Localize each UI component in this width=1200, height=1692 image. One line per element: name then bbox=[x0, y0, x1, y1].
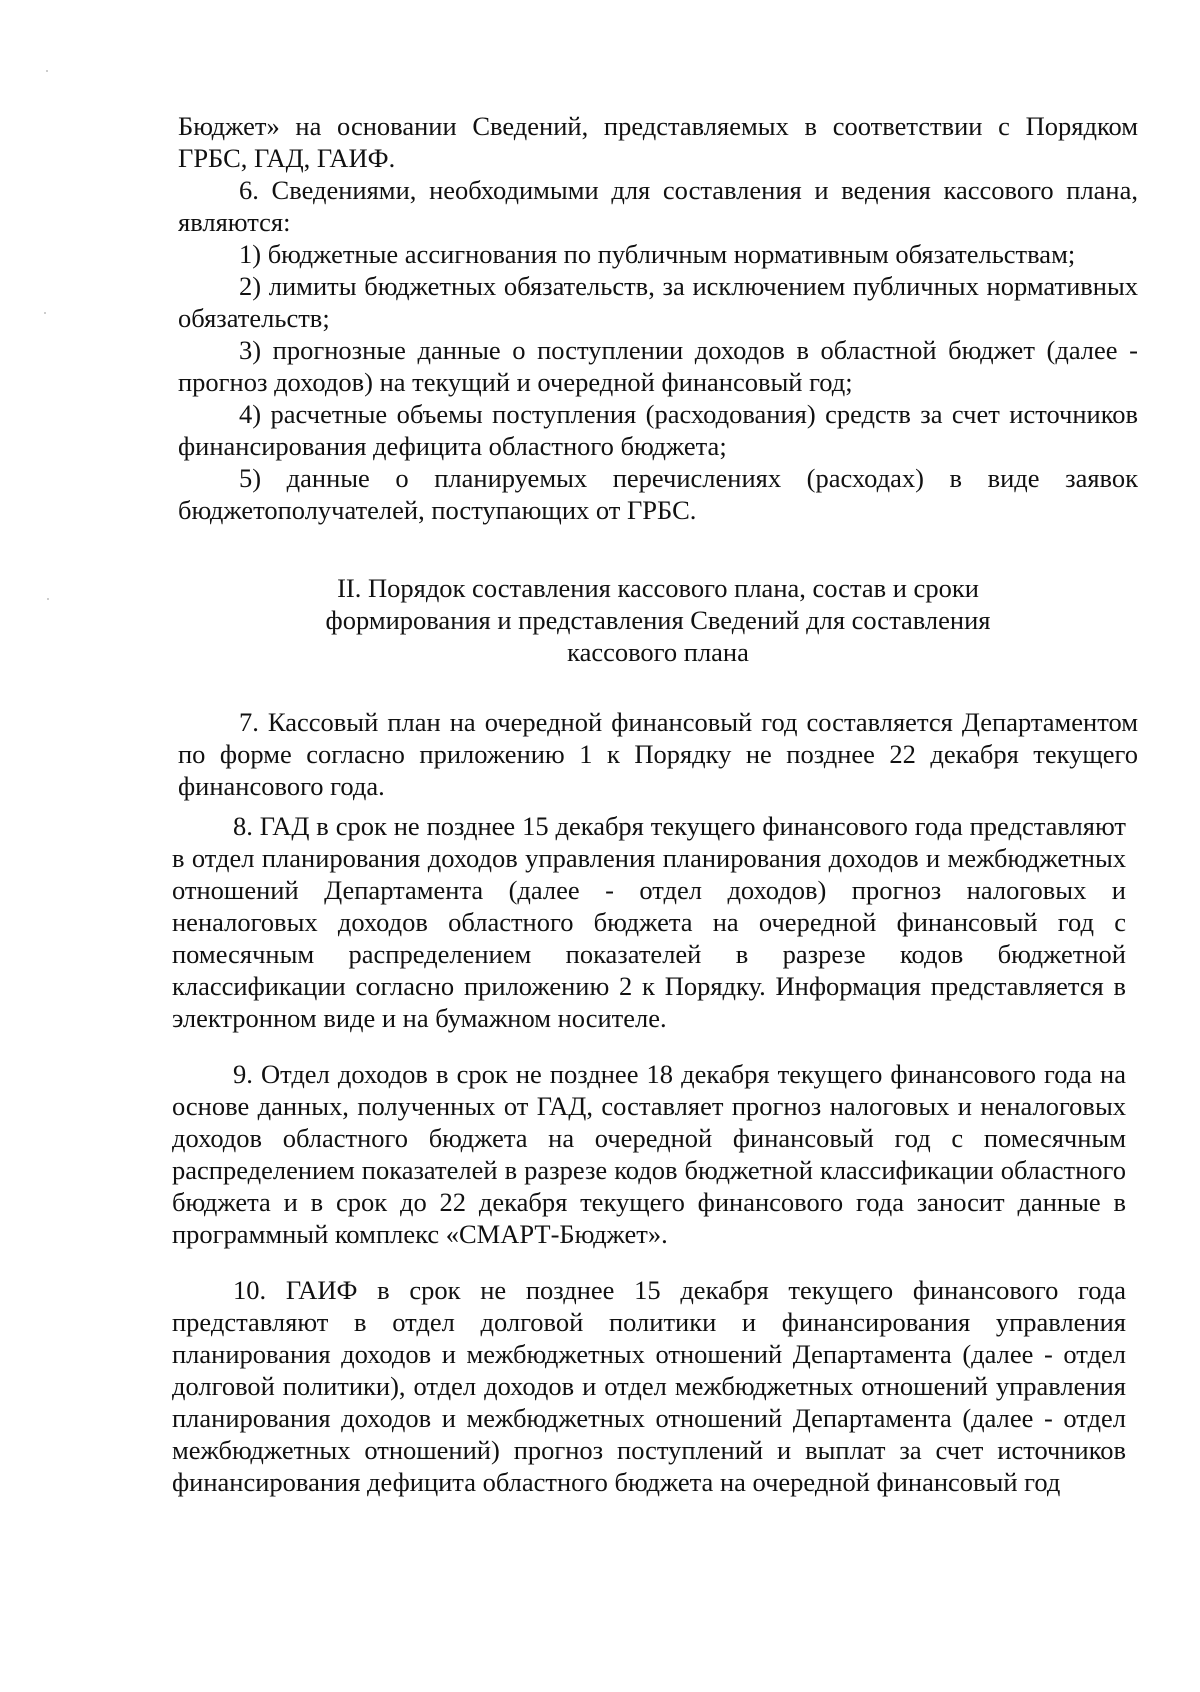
paragraph-6-item-4: 4) расчетные объемы поступления (расходования) средств за счет источников финансирования дефицита областного бюджета; bbox=[178, 399, 1138, 461]
document-upper bbox=[178, 110, 1138, 802]
document-lower bbox=[172, 810, 1126, 1498]
section-heading-line: II. Порядок составления кассового плана, состав и сроки bbox=[337, 573, 979, 603]
section-heading-line: кассового плана bbox=[567, 637, 749, 667]
scan-speck bbox=[46, 70, 48, 72]
scan-speck bbox=[47, 598, 49, 600]
paragraph-6: 6. Сведениями, необходимыми для составления и ведения кассового плана, являются: bbox=[178, 175, 1138, 237]
paragraph-6-item-3: 3) прогнозные данные о поступлении доходов в областной бюджет (далее - прогноз доходов) на текущий и очередной финансовый год; bbox=[178, 335, 1138, 397]
intro-continuation: Бюджет» на основании Сведений, представляемых в соответствии с Порядком ГРБС, ГАД, ГАИФ. bbox=[178, 111, 1138, 173]
paragraph-6-item-2: 2) лимиты бюджетных обязательств, за исключением публичных нормативных обязательств; bbox=[178, 271, 1138, 333]
paragraph-10: 10. ГАИФ в срок не позднее 15 декабря текущего финансового года представляют в отдел долговой политики и финансирования управления планирования доходов и межбюджетных отношений Департамента (далее - отдел долговой политики), отдел доходов и отдел межбюджетных отношений управления планирования доходов и межбюджетных отношений Департамента (далее - отдел межбюджетных отношений) прогноз поступлений и выплат за счет источников финансирования дефицита областного бюджета на очередной финансовый год bbox=[172, 1275, 1126, 1497]
paragraph-9: 9. Отдел доходов в срок не позднее 18 декабря текущего финансового года на основе данных, полученных от ГАД, составляет прогноз налоговых и неналоговых доходов областного бюджета на очередной финансовый год с помесячным распределением показателей в разрезе кодов бюджетной классификации областного бюджета и в срок до 22 декабря текущего финансового года заносит данные в программный комплекс «СМАРТ-Бюджет». bbox=[172, 1059, 1126, 1249]
paragraph-8: 8. ГАД в срок не позднее 15 декабря текущего финансового года представляют в отдел планирования доходов управления планирования доходов и межбюджетных отношений Департамента (далее - отдел доходов) прогноз налоговых и неналоговых доходов областного бюджета на очередной финансовый год с помесячным распределением показателей в разрезе кодов бюджетной классификации согласно приложению 2 к Порядку. Информация представляется в электронном виде и на бумажном носителе. bbox=[172, 811, 1126, 1033]
section-heading-line: формирования и представления Сведений для составления bbox=[325, 605, 991, 635]
scan-speck bbox=[44, 312, 46, 314]
paragraph-7: 7. Кассовый план на очередной финансовый год составляется Департаментом по форме согласно приложению 1 к Порядку не позднее 22 декабря текущего финансового года. bbox=[178, 707, 1138, 801]
paragraph-6-item-1: 1) бюджетные ассигнования по публичным нормативным обязательствам; bbox=[239, 239, 1076, 269]
section-heading bbox=[178, 572, 1138, 668]
paragraph-6-item-5: 5) данные о планируемых перечислениях (расходах) в виде заявок бюджетополучателей, поступающих от ГРБС. bbox=[178, 463, 1138, 525]
